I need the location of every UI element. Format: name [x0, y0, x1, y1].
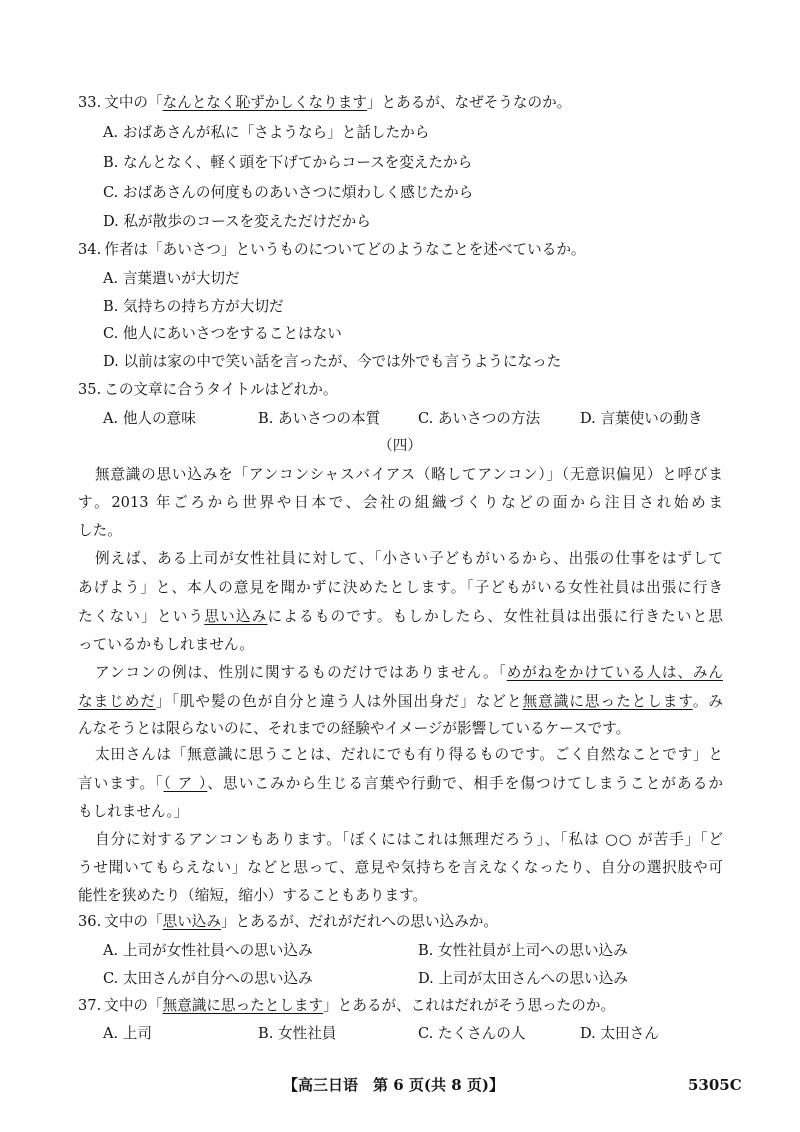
- q36-option-a: A. 上司が女性社員への思い込み: [103, 942, 313, 959]
- q36-option-d: D. 上司が太田さんへの思い込み: [418, 970, 628, 987]
- passage-text: 」「肌や髪の色が自分と違う人は外国出身だ」などと: [155, 693, 523, 710]
- q36-option-b: B. 女性社員が上司への思い込み: [418, 942, 628, 959]
- passage-line: うせ聞いてもらえない」などと思って、意見や気持ちを言えなくなったり、自分の選択肢や可: [78, 859, 723, 876]
- passage-line: っているかもしれません。: [78, 636, 255, 653]
- passage-line: あげよう」と、本人の意見を聞かずに決めたとします。「子どもがいる女性社員は出張に行き: [78, 579, 723, 596]
- passage-line: んなそうとは限らないのに、それまでの経験やイメージが影響しているケースです。: [78, 720, 631, 737]
- question-text: 」とあるが、なぜそうなのか。: [366, 94, 572, 111]
- passage-text: 、思いこみから生じる言葉や行動で、相手を傷つけてしまうことがあるか: [207, 775, 723, 792]
- q33-option-d: D. 私が散歩のコースを変えただけだから: [103, 213, 371, 230]
- question-33: [78, 94, 571, 112]
- question-35: [78, 381, 337, 399]
- q37-option-a: A. 上司: [103, 1025, 153, 1042]
- q35-option-c: C. あいさつの方法: [418, 410, 541, 427]
- passage-text: 言います。「: [78, 775, 164, 792]
- question-text: 文中の「: [104, 997, 163, 1014]
- passage-line: した。: [78, 522, 122, 539]
- question-number: 33.: [78, 94, 102, 111]
- q35-option-a: A. 他人の意味: [103, 410, 196, 427]
- passage-line: [78, 608, 723, 626]
- question-text: 文中の「: [104, 913, 163, 930]
- passage-line: 自分に対するアンコンもあります。「ぼくにはこれは無理だろう」、「私は ○○ が苦手」「ど: [95, 831, 723, 848]
- question-text: 作者は「あいさつ」というものについてどのようなことを述べているか。: [104, 241, 586, 258]
- passage-text: 。み: [692, 693, 723, 710]
- underlined-phrase: めがねをかけている人は、みん: [506, 664, 723, 681]
- underlined-phrase: 思い込み: [162, 913, 221, 930]
- passage-line: す。2013 年ごろから世界や日本で、会社の組織づくりなどの面から注目され始めま: [78, 494, 723, 511]
- q34-option-a: A. 言葉遣いが大切だ: [103, 270, 240, 287]
- passage-line: [95, 664, 723, 682]
- q33-option-b: B. なんとなく、軽く頭を下げてからコースを変えたから: [103, 154, 473, 171]
- passage-text: たくない」という: [78, 608, 205, 625]
- passage-line: [78, 775, 723, 793]
- question-text: 」とあるが、だれがだれへの思い込みか。: [221, 913, 498, 930]
- question-34: [78, 241, 586, 259]
- underlined-phrase: 無意識に思ったとします: [162, 997, 324, 1014]
- passage-text: アンコンの例は、性別に関するものだけではありません。「: [95, 664, 507, 681]
- passage-text: によるものです。もしかしたら、女性社員は出張に行きたいと思: [267, 608, 723, 625]
- q37-option-d: D. 太田さん: [580, 1025, 659, 1042]
- question-text: この文章に合うタイトルはどれか。: [104, 381, 338, 398]
- q35-option-d: D. 言葉使いの動き: [580, 410, 703, 427]
- q35-option-b: B. あいさつの本質: [258, 410, 381, 427]
- q34-option-c: C. 他人にあいさつをすることはない: [103, 325, 342, 342]
- question-text: 文中の「: [104, 94, 163, 111]
- page-footer-label: 【高三日语 第 6 页(共 8 页)】: [283, 1076, 504, 1094]
- passage-line: 太田さんは「無意識に思うことは、だれにでも有り得るものです。ごく自然なことです」と: [95, 746, 723, 763]
- passage-line: 無意識の思い込みを「アンコンシャスバイアス（略してアンコン）」（无意识偏见）と呼びま: [95, 466, 723, 483]
- question-number: 35.: [78, 381, 102, 398]
- q33-option-a: A. おばあさんが私に「さようなら」と話したから: [103, 124, 430, 141]
- question-text: 」とあるが、これはだれがそう思ったのか。: [323, 997, 616, 1014]
- passage-line: [78, 693, 723, 711]
- q34-option-b: B. 気持ちの持ち方が大切だ: [103, 298, 284, 315]
- passage-line: 例えば、ある上司が女性社員に対して、「小さい子どもがいるから、出張の仕事をはずして: [95, 550, 723, 567]
- passage-line: もしれません。」: [78, 803, 189, 820]
- passage-line: 能性を狭めたり（缩短，缩小）することもあります。: [78, 887, 428, 904]
- question-number: 34.: [78, 241, 102, 258]
- q34-option-d: D. 以前は家の中で笑い話を言ったが、今では外でも言うようになった: [103, 353, 562, 370]
- q37-option-b: B. 女性社員: [258, 1025, 337, 1042]
- question-37: [78, 997, 615, 1015]
- question-36: [78, 913, 498, 931]
- q33-option-c: C. おばあさんの何度ものあいさつに煩わしく感じたから: [103, 184, 474, 201]
- exam-code: 5305C: [688, 1076, 742, 1094]
- underlined-phrase: 無意識に思ったとします: [522, 693, 693, 710]
- underlined-phrase: 思い込み: [204, 608, 268, 625]
- q37-option-c: C. たくさんの人: [418, 1025, 526, 1042]
- underlined-phrase: なまじめだ: [78, 693, 156, 710]
- q36-option-c: C. 太田さんが自分への思い込み: [103, 970, 313, 987]
- underlined-phrase: なんとなく恥ずかしくなります: [162, 94, 367, 111]
- question-number: 37.: [78, 997, 102, 1014]
- section-heading: （四）: [378, 437, 422, 454]
- blank-marker: （ ア ）: [163, 775, 208, 792]
- question-number: 36.: [78, 913, 102, 930]
